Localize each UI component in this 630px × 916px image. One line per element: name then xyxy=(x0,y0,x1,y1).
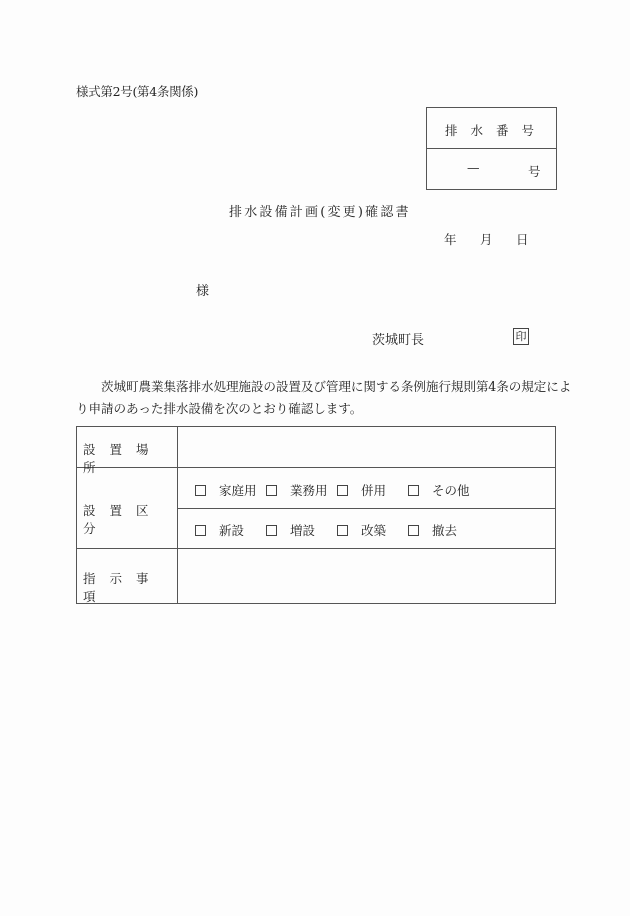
option-business[interactable]: 業務用 xyxy=(266,481,328,499)
drainage-number-box xyxy=(426,107,557,190)
option-new[interactable]: 新設 xyxy=(195,521,244,539)
body-paragraph xyxy=(76,376,572,420)
checkbox-icon[interactable] xyxy=(337,525,348,536)
checkbox-icon[interactable] xyxy=(266,485,277,496)
installation-location-label: 設置場所 xyxy=(83,442,163,475)
day-label: 日 xyxy=(516,232,529,247)
issuer-name: 茨城町長 xyxy=(372,333,425,348)
date-line xyxy=(444,230,529,248)
option-expansion[interactable]: 増設 xyxy=(266,521,315,539)
instructions-label: 指示事項 xyxy=(83,571,163,604)
month-label: 月 xyxy=(480,232,493,247)
drainage-number-field[interactable] xyxy=(427,149,556,189)
installation-location-field[interactable] xyxy=(178,427,555,467)
option-combined[interactable]: 併用 xyxy=(337,481,386,499)
installation-category-label: 設置区分 xyxy=(83,503,163,536)
checkbox-icon[interactable] xyxy=(408,485,419,496)
drainage-number-dash: — xyxy=(467,160,480,175)
checkbox-icon[interactable] xyxy=(408,525,419,536)
year-label: 年 xyxy=(444,232,457,247)
addressee-honorific: 様 xyxy=(196,284,210,299)
checkbox-icon[interactable] xyxy=(337,485,348,496)
drainage-number-suffix: 号 xyxy=(528,164,541,179)
body-line-1: 茨城町農業集落排水処理施設の設置及び管理に関する条例施行規則第4条の規定によ xyxy=(101,379,572,394)
instructions-field[interactable] xyxy=(178,549,555,603)
option-household[interactable]: 家庭用 xyxy=(195,481,257,499)
checkbox-icon[interactable] xyxy=(195,485,206,496)
checkbox-icon[interactable] xyxy=(195,525,206,536)
document-title: 排水設備計画(変更)確認書 xyxy=(229,205,411,220)
drainage-number-header xyxy=(427,108,556,149)
seal-mark: 印 xyxy=(513,328,529,345)
checkbox-icon[interactable] xyxy=(266,525,277,536)
form-number: 様式第2号(第4条関係) xyxy=(76,84,199,99)
body-line-2: り申請のあった排水設備を次のとおり確認します。 xyxy=(76,401,363,416)
option-other[interactable]: その他 xyxy=(408,481,470,499)
option-row-divider xyxy=(177,508,555,509)
option-removal[interactable]: 撤去 xyxy=(408,521,457,539)
drainage-number-label: 排水番号 xyxy=(445,123,548,138)
confirmation-table xyxy=(76,426,556,604)
option-renovation[interactable]: 改築 xyxy=(337,521,386,539)
